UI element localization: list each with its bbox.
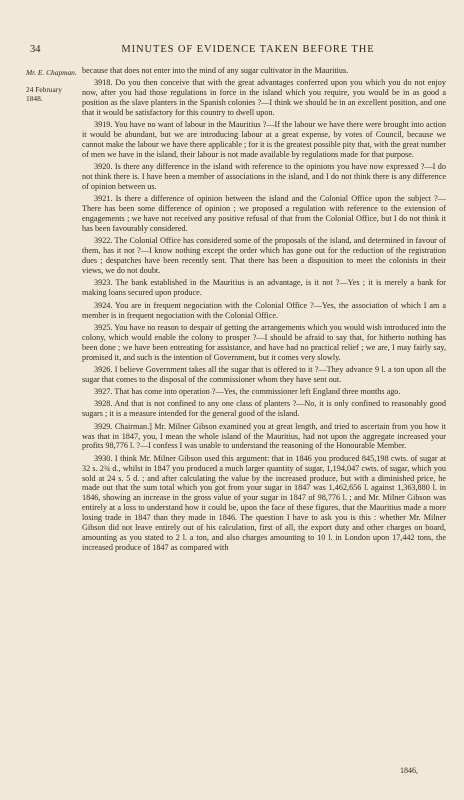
page-number: 34 [30, 44, 41, 55]
catchword: 1846, [400, 766, 418, 775]
page-header [30, 44, 440, 58]
paragraph-3918: 3918. Do you then conceive that with the great advantages conferred upon you which you do not enjoy now, after you had those regulations in force in the island which you require, you would be in as good a position as the slave planters in the Spanish colonies ?—I think we should be in an excellent position, and one that it would be satisfactory for this country to dwell upon. [82, 78, 446, 118]
paragraph-continuation: because that does not enter into the mind of any sugar cultivator in the Mauritius. [82, 66, 349, 75]
evidence-body [82, 66, 446, 555]
paragraph-3927: 3927. That has come into operation ?—Yes, the commissioner left England three months ago. [94, 387, 401, 397]
paragraph-3923: 3923. The bank established in the Mauritius is an advantage, is it not ?—Yes ; it is merely a bank for making loans secured upon produce. [82, 278, 446, 298]
paragraph-3930: 3930. I think Mr. Milner Gibson used this argument: that in 1846 you produced 845,198 cwts. of sugar at 32 s. 2¾ d., whilst in 1847 you produced a much larger quantity of sugar, 1,194,047 cwts. of sugar, which you sold at 24 s. 5 d. ; and after calculating the value by the increased produce, but with a diminished price, he made out that the sum total which you got from your sugar in 1847 was 1,462,656 l. against 1,363,880 l. in 1846, showing an increase in the gross value of your sugar in 1847 of 98,776 l. ; and Mr. Milner Gibson was entirely at a loss to understand how it could be, upon the face of these figures, that the Mauritius made a more losing trade in 1847 than they made in 1846. The question I have to ask you is this : whether Mr. Milner Gibson did not leave entirely out of his calculation, first of all, the export duty and other charges on board, amounting as you stated to 2 l. a ton, and also charges amounting to 10 l. in London upon 17,442 tons, the increased produce of 1847 as compared with [82, 453, 446, 552]
paragraph-3919: 3919. You have no want of labour in the Mauritius ?—If the labour we have there were brought into action it would be abundant, but we are introducing labour at a great expense, by votes of Council, because we cannot make the labour we have there applicable ; for it is the greatest possible pity that, with the great number of men we have in the island, their labour is not made available by regulations made for that purpose. [82, 120, 446, 160]
paragraph-3920: 3920. Is there any difference in the island with reference to the opinions you have now expressed ?—I do not think there is. I have been a member of associations in the island, and I do not think there is any difference of opinion between us. [82, 162, 446, 192]
paragraph-3922: 3922. The Colonial Office has considered some of the proposals of the island, and determined in favour of them, has it not ?—I know nothing except the order which has gone out for the reduction of the registration dues ; despatches have been recently sent. That there has been a disposition to meet the colonists in their views, we do not doubt. [82, 236, 446, 276]
paragraph-3926: 3926. I believe Government takes all the sugar that is offered to it ?—They advance 9 l. a ton upon all the sugar that comes to the disposal of the commissioner whom they have sent out. [82, 364, 446, 384]
paragraph-3929: 3929. Chairman.] Mr. Milner Gibson examined you at great length, and tried to ascertain from you how it was that in 1847, you, I mean the whole island of the Mauritius, had not upon the aggregate increased your profits 98,776 l. ?—I confess I was unable to understand the reasoning of the Honourable Member. [82, 421, 446, 451]
paragraph-3924: 3924. You are in frequent negociation with the Colonial Office ?—Yes, the association of which I am a member is in frequent negociation with the Colonial Office. [82, 300, 446, 320]
paragraph-3928: 3928. And that is not confined to any one class of planters ?—No, it is only confined to reasonably good sugars ; it is a measure intended for the general good of the island. [82, 399, 446, 419]
paragraph-3925: 3925. You have no reason to despair of getting the arrangements which you would wish introduced into the colony, which would enable the colony to prosper ?—I should be afraid to say that, for hitherto nothing has been done ; we have been entreating for assistance, and have had no practical relief ; we are, I may fairly say, promised it, and such is the intention of Government, but it comes very slowly. [82, 322, 446, 362]
margin-date: 24 February 1848. [26, 85, 62, 103]
paragraph-3921: 3921. Is there a difference of opinion between the island and the Colonial Office upon the subject ?—There has been some difference of opinion ; we proposed a regulation with reference to the extension of engagements ; we have not received any positive refusal of that from the Colonial Office, but I do not think it has been favourably considered. [82, 194, 446, 234]
running-title: MINUTES OF EVIDENCE TAKEN BEFORE THE [121, 44, 375, 55]
margin-witness-name: Mr. E. Chapman. [26, 68, 77, 77]
